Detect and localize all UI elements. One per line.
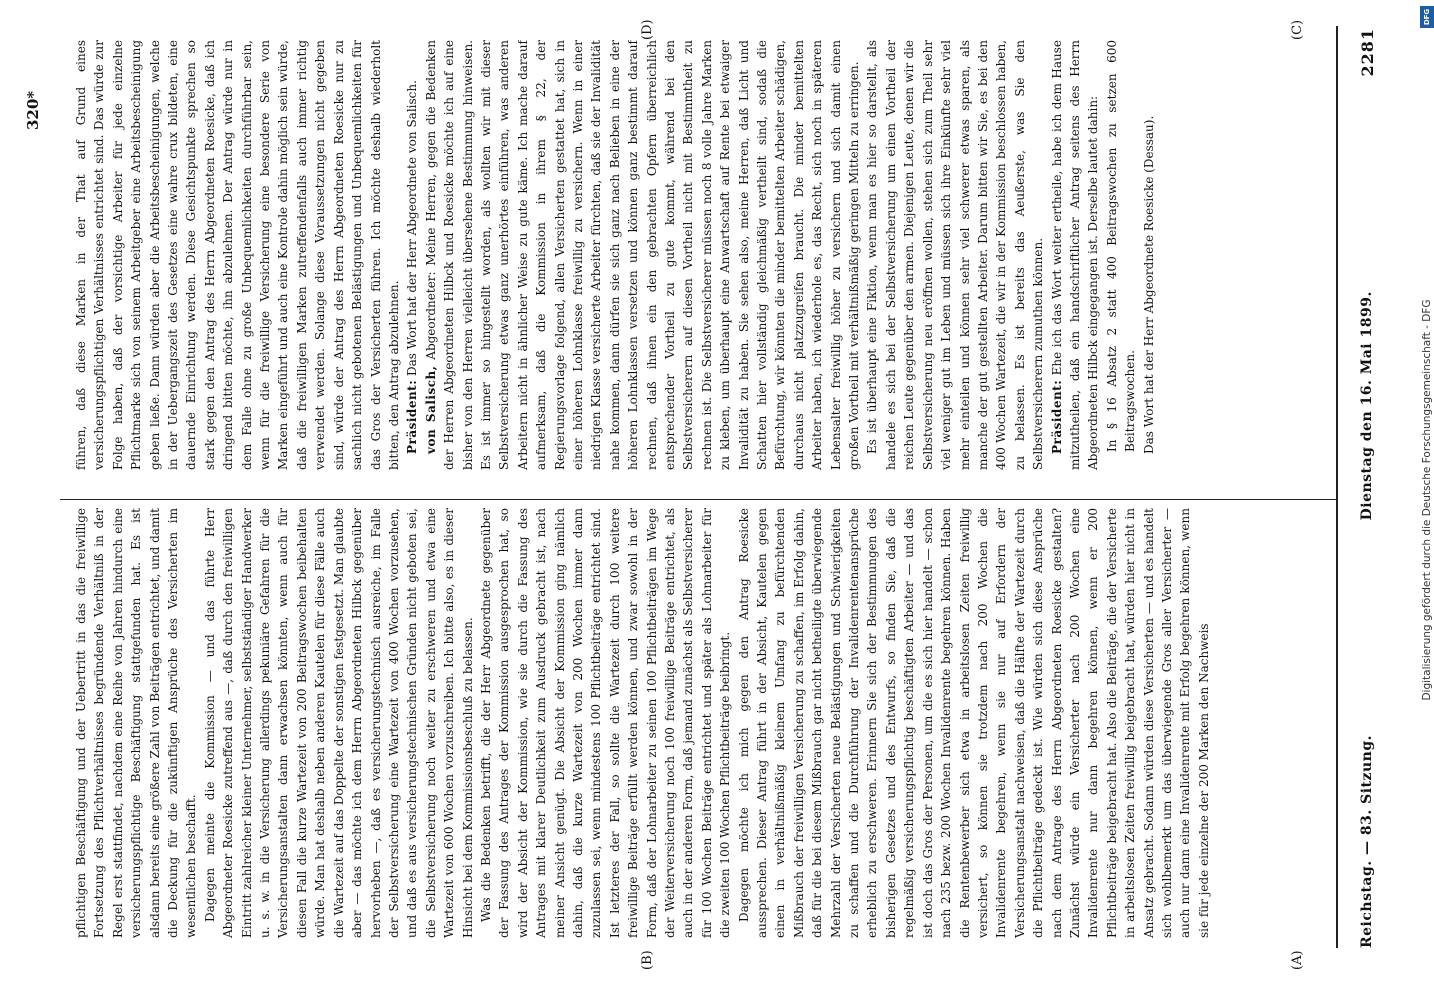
signature-number: 320* <box>24 90 42 130</box>
paragraph: pflichtigen Beschäftigung und der Uebertritt in das die freiwillige Fortsetzung des Pflichtverhältnisses begründende Verhältniß in der Regel erst stattfindet, nachdem eine Reihe von Jahren hindurch eine versicherungspflichtige Beschäftigung stattgefunden hat. Es ist alsdann bereits eine größere Zahl von Beiträgen entrichtet, und damit die Deckung für die zukünftigen Ansprüche des Versicherten im wesentlichen beschafft. <box>74 508 199 938</box>
speaker-paragraph <box>403 40 421 470</box>
credit-text: Digitalisierung gefördert durch die Deutsche Forschungsgemeinschaft - DFG <box>1421 299 1433 701</box>
paragraph: Es ist überhaupt eine Fiktion, wenn man es hier so darstellt, als handele es sich bei der Selbstversicherung um einen Vortheil der reichen Leute gegenüber den armen. Diejenigen Leute, denen wir die Selbstversicherung neu eröffnen wollen, stehen sich zum Theil sehr viel weniger gut im Leben und müssen sich ihre Einkünfte sehr viel mehr einteilen und können sehr viel schwerer etwas sparen, als manche der gut gestellten Arbeiter. Darum bitten wir Sie, es bei den 400 Wochen Wartezeit, die wir in der Kommission beschlossen haben, zu belassen. Es ist bereits das Aeußerste, was Sie den Selbstversicherern zumuthen können. <box>865 40 1046 470</box>
digitization-credit <box>1418 30 1434 970</box>
left-column <box>72 508 1330 938</box>
speaker-name: von Salisch, <box>423 365 438 454</box>
speech-text: Ehe ich das Wort weiter ertheile, habe ich dem Hause mitzutheilen, daß ein handschriftlicher Antrag seitens des Herrn Abgeordneten Hilbck eingegangen ist. Derselbe lautet dahin: <box>1049 40 1101 470</box>
right-column <box>72 40 1330 470</box>
margin-mark-c: (C) <box>1290 19 1305 40</box>
header-session: Reichstag. — 83. Sitzung. <box>1359 735 1375 948</box>
margin-mark-a: (A) <box>1290 950 1305 970</box>
column-divider <box>60 499 1336 500</box>
speaker-name: Präsident: <box>405 379 420 454</box>
header-rule <box>1336 26 1338 948</box>
margin-mark-d: (D) <box>640 19 655 40</box>
header-date: Dienstag den 16. Mai 1899. <box>1359 291 1375 521</box>
paragraph: Dagegen möchte ich mich gegen den Antrag Roesicke aussprechen. Dieser Antrag führt in der Absicht, Kautelen gegen einen in verhältnißmäßig kleinem Umfang zu befürchtenden Mißbrauch der freiwilligen Versicherung zu schaffen, im Erfolg dahin, daß für die bei diesem Mißbrauch gar nicht betheiligte überwiegende Mehrzahl der Versicherten neue Belästigungen und Schwierigkeiten zu schaffen und die Durchführung der Invalidenrentenansprüche erheblich zu erschweren. Erinnern Sie sich der Bestimmungen des bisherigen Gesetzes und des Entwurfs, so finden Sie, daß die regelmäßig versicherungspflichtig beschäftigten Arbeiter — und das ist doch das Gros der Personen, um die es sich hier handelt — schon nach 235 bezw. 200 Wochen Invalidenrente begehren können. Haben die Rentenbewerber sich etwa in arbeitslosen Zeiten freiwillig versichert, so können sie trotzdem nach 200 Wochen die Invalidenrente begehren, wenn sie nur auf Erfordern der Versicherungsanstalt nachweisen, daß die Hälfte der Wartezeit durch die Pflichtbeiträge gedeckt ist. Wie würden sich diese Ansprüche nach dem Antrage des Herrn Abgeordneten Roesicke gestalten? Zunächst würde ein Versicherter nach 200 Wochen eine Invalidenrente nur dann begehren können, wenn er 200 Pflichtbeiträge beigebracht hat. Also die Beiträge, die der Versicherte in arbeitslosen Zeiten freiwillig beigebracht hat, würden hier nicht in Ansatz gebracht. Sodann würden diese Versicherten — und es handelt sich wohlbemerkt um das überwiegende Gros aller Versicherter — auch nur dann eine Invalidenrente mit Erfolg begehren können, wenn sie für jede einzelne der 200 Marken den Nachweis <box>736 508 1211 938</box>
paragraph: Das Wort hat der Herr Abgeordnete Roesicke (Dessau). <box>1141 115 1156 454</box>
quoted-motion: In § 16 Absatz 2 statt 400 Beitragswochen zu setzen 600 Beitragswochen. <box>1104 40 1138 452</box>
speech-text: Abgeordneter: Meine Herren, gegen die Bedenken der Herren Abgeordneten Hilbck und Roesicke möchte ich auf eine bisher von den Herren vielleicht übersehene Bestimmung hinweisen. Es ist immer so hingestellt worden, als wollten wir mit dieser Selbstversicherung etwas ganz unerhörtes einführen, was anderen Arbeitern nicht in ähnlicher Weise zu gute käme. Ich mache darauf aufmerksam, daß die Kommission in ihrem § 22, der Regierungsvorlage folgend, allen Versicherten gestattet hat, sich in einer höheren Lohnklasse freiwillig zu versichern. Wenn in einer niedrigen Klasse versicherte Arbeiter fürchten, daß sie der Invalidität nahe kommen, dann dürfen sie sich ganz nach Belieben in eine der höheren Lohnklassen versetzen und können ganz bestimmt darauf rechnen, daß ihnen ein den gebrachten Opfern überreichlich entsprechender Vortheil zu gute kommt, während bei den Selbstversicherern auf diesen Vortheil nicht mit Bestimmtheit zu rechnen ist. Die Selbstversicherer müssen noch 8 volle Jahre Marken zu kleben, um überhaupt eine Anwartschaft auf Rente bei etwaiger Invalidität zu haben. Sie sehen also, meine Herren, daß Licht und Schatten hier vollständig gleichmäßig vertheilt sind, sodaß die Befürchtung, wir könnten die minder bemittelten Arbeiter schädigen, durchaus nicht platzzugreifen braucht. Die minder bemittelten Arbeiter haben, ich wiederhole es, das Recht, sich noch in späteren Lebensalter freiwillig höher zu versichern und sich damit einen großen Vortheil mit verhältnißmäßig geringen Mitteln zu erringen. <box>423 40 862 470</box>
page-header <box>1345 28 1389 948</box>
paragraph: Was die Bedenken betrifft, die der Herr Abgeordnete gegenüber der Fassung des Antrages der Kommission ausgesprochen hat, so wird der Absicht der Kommission, wie sie durch die Fassung des Antrages mit klarer Deutlichkeit zum Ausdruck gebracht ist, nach meiner Ansicht genügt. Die Absicht der Kommission ging nämlich dahin, daß die kurze Wartezeit von 200 Wochen immer dann zuzulassen sei, wenn mindestens 100 Pflichtbeiträge entrichtet sind. Ist letzteres der Fall, so sollte die Wartezeit durch 100 weitere freiwillige Beiträge erfüllt werden können, und zwar sowohl in der Form, daß der Lohnarbeiter zu seinen 100 Pflichtbeiträgen im Wege der Weiterversicherung noch 100 freiwillige Beiträge entrichtet, als auch in der anderen Form, daß jemand zunächst als Selbstversicherer für 100 Wochen Beiträge entrichtet und später als Lohnarbeiter für die zweiten 100 Wochen Pflichtbeiträge beibringt. <box>478 508 733 938</box>
speaker-name: Präsident: <box>1049 379 1064 454</box>
paragraph: Dagegen meinte die Kommission — und das führte Herr Abgeordneter Roesicke zutreffend aus —, daß durch den freiwilligen Eintritt zahlreicher kleiner Unternehmer, selbstständiger Handwerker u. s. w. in die Versicherung allerdings pekuniäre Gefahren für die Versicherungsanstalten dann erwachsen könnten, wenn auch für diesen Fall die kurze Wartezeit von 200 Beitragswochen beibehalten würde. Man hat deshalb neben anderen Kautelen für diese Fälle auch die Wartezeit auf das Doppelte der sonstigen festgesetzt. Man glaubte aber — das möchte ich dem Herrn Abgeordneten Hilbck gegenüber hervorheben —, daß es versicherungstechnisch ausreiche, im Falle der Selbstversicherung eine Wartezeit von 400 Wochen vorzusehen, und daß es aus versicherungstechnischen Gründen nicht geboten sei, die Selbstversicherung noch weiter zu erschweren und etwa eine Wartezeit von 600 Wochen vorzuschreiben. Ich bitte also, es in dieser Hinsicht bei dem Kommissionsbeschluß zu belassen. <box>202 508 475 938</box>
speaker-paragraph <box>422 40 864 470</box>
margin-mark-b: (B) <box>640 950 655 970</box>
speech-text: Das Wort hat der Herr Abgeordnete von Salisch. <box>405 80 420 380</box>
dfg-logo: DFG <box>1420 6 1434 28</box>
page-number: 2281 <box>1357 28 1377 77</box>
paragraph: führen, daß diese Marken in der That auf Grund eines versicherungspflichtigen Verhältnisses entrichtet sind. Das würde zur Folge haben, daß der vorsichtige Arbeiter für jede einzelne Pflichtmarke sich von seinem Arbeitgeber eine Arbeitsbescheinigung geben ließe. Dann würden aber die Arbeitsbescheinigungen, welche in der Uebergangszeit des Gesetzes eine wahre crux bildeten, eine dauernde Einrichtung werden. Diese Gesichtspunkte sprechen so stark gegen den Antrag des Herrn Abgeordneten Roesicke, daß ich dringend bitten möchte, ihn abzulehnen. Der Antrag würde nur in dem Falle ohne zu große Unbequemlichkeiten durchführbar sein, wenn für die freiwillige Versicherung eine besondere Serie von Marken eingeführt und auch eine Kontrole dahin möglich sein würde, daß die freiwilligen Marken zutreffendenfalls auch immer richtig verwendet werden. Solange diese Voraussetzungen nicht gegeben sind, würde der Antrag des Herrn Abgeordneten Roesicke nur zu sachlich nicht gebotenen Belästigungen und Unbequemlichkeiten für das Gros der Versicherten führen. Ich möchte deshalb wiederholt bitten, den Antrag abzulehnen. <box>74 40 401 470</box>
speaker-paragraph <box>1048 40 1103 470</box>
